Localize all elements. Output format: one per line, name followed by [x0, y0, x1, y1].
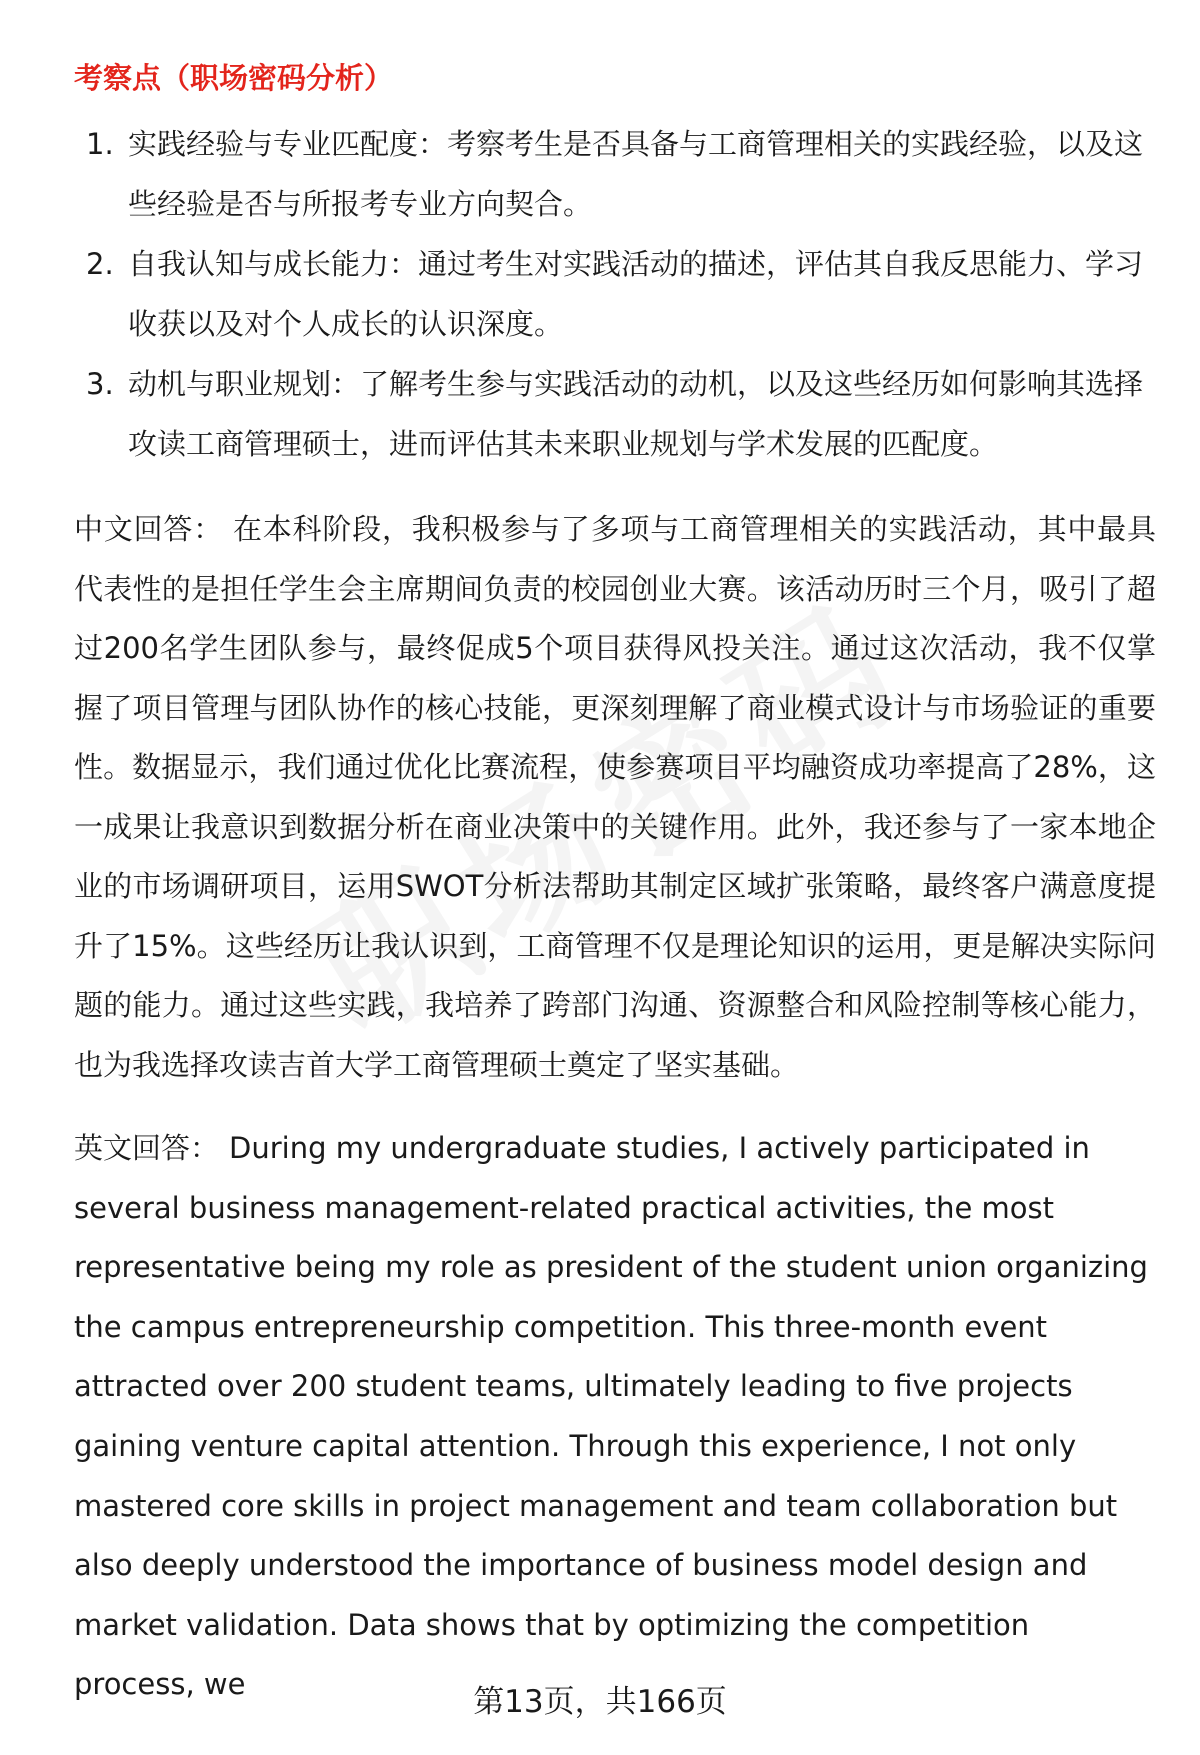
chinese-answer-text: 在本科阶段，我积极参与了多项与工商管理相关的实践活动，其中最具代表性的是担任学生会主席期间负责的校园创业大赛。该活动历时三个月，吸引了超过200名学生团队参与，最终促成5个项目获得风投关注。通过这次活动，我不仅掌握了项目管理与团队协作的核心技能，更深刻理解了商业模式设计与市场验证的重要性。数据显示，我们通过优化比赛流程，使参赛项目平均融资成功率提高了28%，这一成果让我意识到数据分析在商业决策中的关键作用。此外，我还参与了一家本地企业的市场调研项目，运用SWOT分析法帮助其制定区域扩张策略，最终客户满意度提升了15%。这些经历让我认识到，工商管理不仅是理论知识的运用，更是解决实际问题的能力。通过这些实践，我培养了跨部门沟通、资源整合和风险控制等核心能力，也为我选择攻读吉首大学工商管理硕士奠定了坚实基础。 — [74, 512, 1156, 1082]
english-answer-text: During my undergraduate studies, I actively participated in several business management-related practical activities, the most representative being my role as president of the student union organizing the campus entrepreneurship competition. This three-month event attracted over 200 student teams, ultimately leading to five projects gaining venture capital attention. Through this experience, I not only mastered core skills in project management and team collaboration but also deeply understood the importance of business model design and market validation. Data shows that by optimizing the competition process, we — [74, 1131, 1148, 1702]
english-answer-label: 英文回答： — [74, 1131, 220, 1165]
list-item-text: 自我认知与成长能力：通过考生对实践活动的描述，评估其自我反思能力、学习收获以及对个人成长的认识深度。 — [128, 247, 1144, 341]
list-item-text: 动机与职业规划：了解考生参与实践活动的动机，以及这些经历如何影响其选择攻读工商管理硕士，进而评估其未来职业规划与学术发展的匹配度。 — [128, 367, 1144, 461]
list-item — [74, 114, 1156, 234]
list-item-text: 实践经验与专业匹配度：考察考生是否具备与工商管理相关的实践经验，以及这些经验是否与所报考专业方向契合。 — [128, 127, 1144, 221]
assessment-points-list — [74, 114, 1156, 474]
document-page — [74, 56, 1156, 1715]
list-item — [74, 234, 1156, 354]
list-item — [74, 354, 1156, 474]
chinese-answer-label: 中文回答： — [74, 512, 223, 546]
section-heading: 考察点（职场密码分析） — [74, 61, 394, 95]
list-item-number: 2. — [86, 247, 114, 281]
list-item-number: 1. — [86, 127, 114, 161]
page-indicator: 第13页，共166页 — [473, 1684, 727, 1720]
list-item-number: 3. — [86, 367, 114, 401]
chinese-answer-paragraph — [74, 500, 1156, 1095]
english-answer-paragraph — [74, 1119, 1156, 1715]
